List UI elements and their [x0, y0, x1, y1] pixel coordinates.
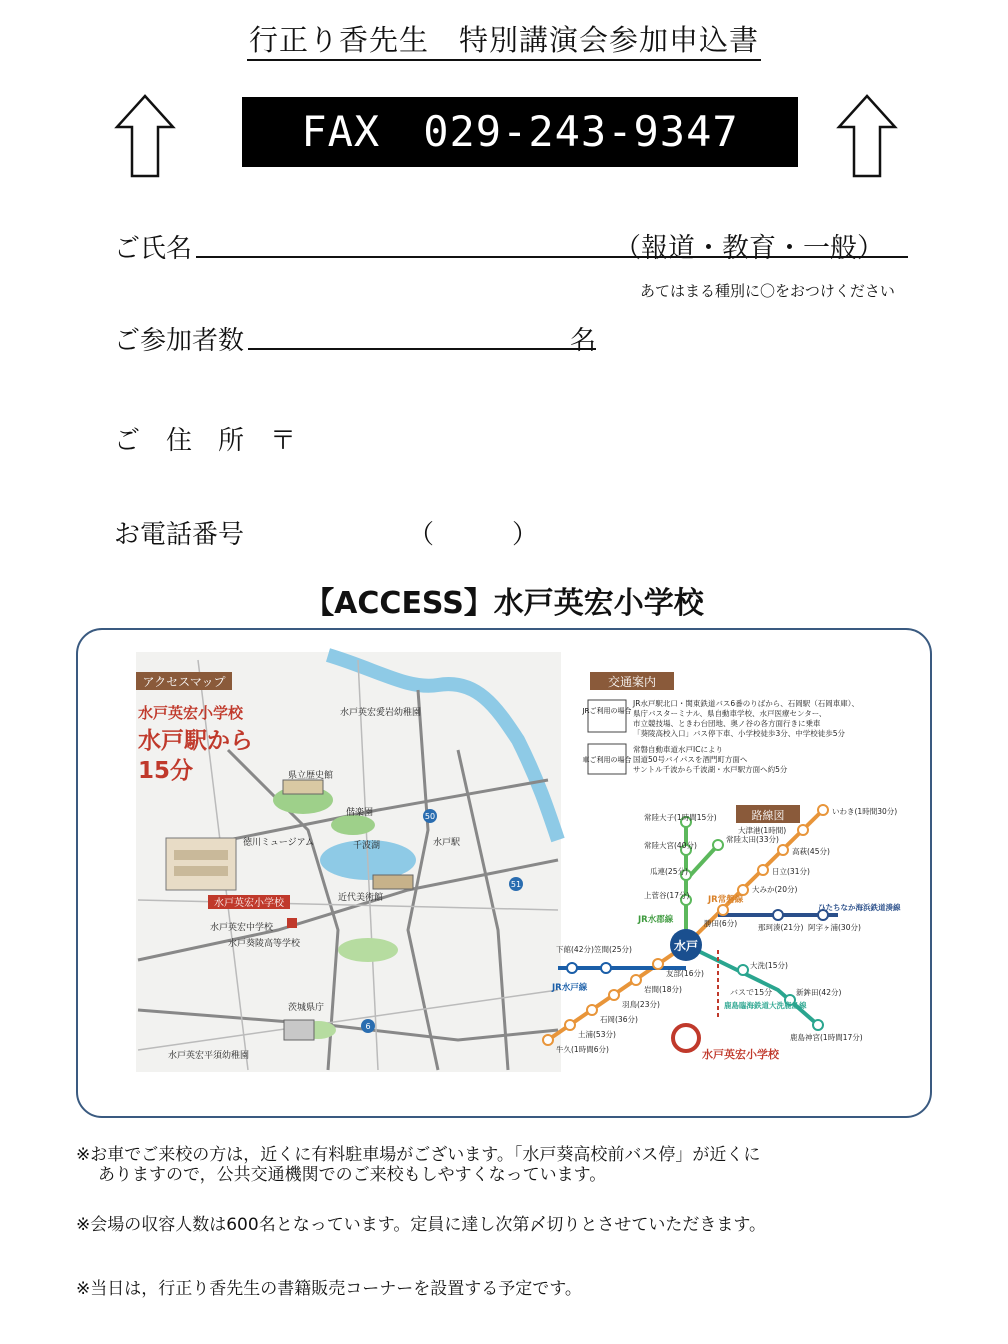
- category-options[interactable]: （報道・教育・一般）: [614, 233, 884, 264]
- station-label: 友部(16分): [666, 969, 704, 978]
- map-school-tag: 水戸英宏小学校: [214, 898, 284, 909]
- station-label: 新鉾田(42分): [796, 988, 842, 997]
- jr-text-line: 県庁バスターミナル、県自動車学校、水戸医療センター、: [633, 709, 827, 718]
- map-minutes: 15分: [138, 758, 194, 784]
- station-label: 那珂湊(21分): [758, 923, 804, 932]
- label-youchien: 水戸英宏愛岩幼稚園: [340, 708, 422, 718]
- label-kenritsu: 県立歴史館: [288, 771, 334, 781]
- label-kinkai: 近代美術館: [338, 893, 384, 903]
- phone-label: お電話番号: [114, 520, 245, 550]
- label-koukou: 水戸葵陵高等学校: [228, 939, 301, 949]
- mito-hub-label: 水戸: [673, 939, 699, 953]
- school-photo: [166, 838, 236, 890]
- station-label: 鹿島神宮(1時間17分): [790, 1033, 863, 1042]
- up-arrow-icon: [836, 93, 898, 179]
- up-arrow-icon: [114, 93, 176, 179]
- name-label: ご氏名: [114, 234, 193, 264]
- station-label: 上菅谷(17分): [644, 891, 690, 900]
- access-map: [76, 628, 932, 1118]
- station-label: 常陸太田(33分): [726, 835, 779, 844]
- map-illustration: [78, 630, 929, 1115]
- label-mito-station: 水戸駅: [433, 838, 461, 848]
- jr-text-line: JR水戸駅北口・関東鉄道バス6番のりばから、石岡駅（石岡車庫）、: [633, 699, 859, 708]
- note-parking: ※お車でご来校の方は，近くに有料駐車場がございます。「水戸葵高校前バス停」が近くに: [76, 1145, 761, 1165]
- note-books: ※当日は，行正り香先生の書籍販売コーナーを設置する予定です。: [76, 1279, 582, 1299]
- label-kairakuen: 偕楽園: [346, 808, 374, 818]
- line-name: ひたちなか海浜鉄道湊線: [818, 903, 901, 912]
- address-label: ご 住 所 〒: [114, 426, 297, 456]
- transport-title: 交通案内: [607, 675, 657, 689]
- line-name: JR常磐線: [708, 895, 744, 905]
- station-label: 常陸大子(1時間15分): [644, 813, 717, 822]
- line-name: JR水戸線: [552, 983, 588, 993]
- station-label: 高萩(45分): [792, 847, 830, 856]
- note-parking-cont: ありますので，公共交通機関でのご来校もしやすくなっています。: [98, 1165, 607, 1185]
- jr-text-line: 「葵陵高校入口」バス停下車、小学校徒歩3分、中学校徒歩5分: [633, 729, 846, 738]
- category-note: あてはまる種別に〇をおつけください: [640, 282, 895, 300]
- bus-label: バスで15分: [730, 988, 773, 997]
- label-kencho: 茨城県庁: [288, 1003, 325, 1013]
- fax-number: FAX 029-243-9347: [242, 97, 798, 167]
- participants-label: ご参加者数: [114, 326, 245, 356]
- station-label: 勝田(6分): [704, 919, 738, 928]
- label-youchien2: 水戸英宏平須幼稚園: [168, 1051, 250, 1061]
- station-label: 大みか(20分): [752, 885, 798, 894]
- label-museum: 徳川ミュージアム: [243, 838, 315, 848]
- access-heading: 【ACCESS】水戸英宏小学校: [304, 586, 704, 621]
- car-text-line: 常磐自動車道水戸ICにより: [633, 745, 723, 754]
- label-chugakko: 水戸英宏中学校: [210, 923, 274, 933]
- station-label: 瓜連(25分): [650, 867, 688, 876]
- address-field[interactable]: [330, 412, 930, 452]
- jr-label: JRご利用の場合: [582, 707, 632, 715]
- station-label: 下館(42分): [556, 945, 594, 954]
- station-label: 笠間(25分): [594, 945, 632, 954]
- station-label: 石岡(36分): [600, 1015, 638, 1024]
- map-from-station: 水戸駅から: [138, 728, 253, 754]
- station-label: 日立(31分): [772, 867, 810, 876]
- kashima-line: [686, 945, 818, 1025]
- school-target-icon: [673, 1025, 699, 1051]
- station-label: 土浦(53分): [578, 1030, 616, 1039]
- station-label: 羽鳥(23分): [622, 1000, 660, 1009]
- line-name: 鹿島臨海鉄道大洗鹿島線: [724, 1001, 807, 1010]
- jr-text-line: 市立競技場、ときわ台団地、奥ノ谷の各方面行きに乗車: [633, 719, 821, 728]
- line-name: JR水郡線: [638, 915, 674, 925]
- route-51-icon: 51: [510, 880, 522, 889]
- car-label: 車ご利用の場合: [582, 756, 632, 764]
- station-label: 牛久(1時間6分): [556, 1045, 609, 1054]
- school-marker-icon: [287, 918, 297, 928]
- label-senbako: 千波湖: [353, 841, 381, 851]
- route-6-icon: 6: [365, 1022, 371, 1031]
- station-label: 大洗(15分): [750, 961, 788, 970]
- page-title: 行正り香先生 特別講演会参加申込書: [0, 18, 1008, 59]
- participants-unit: 名: [570, 326, 597, 356]
- station-label: 常陸大宮(40分): [644, 841, 697, 850]
- station-label: 岩間(18分): [644, 985, 682, 994]
- school-marker-label: 水戸英宏小学校: [702, 1048, 779, 1061]
- station-label: いわき(1時間30分): [832, 807, 898, 816]
- note-capacity: ※会場の収容人数は600名となっています。定員に達し次第〆切りとさせていただきます。: [76, 1215, 766, 1235]
- phone-field[interactable]: （ ）: [408, 520, 539, 550]
- map-school-name: 水戸英宏小学校: [138, 704, 244, 722]
- route-map-title: 路線図: [751, 809, 785, 822]
- car-text-line: サントル千波から千波湖・水戸駅方面へ約5分: [633, 765, 788, 774]
- route-50-icon: 50: [424, 812, 436, 821]
- station-label: 大津港(1時間): [738, 826, 787, 835]
- car-text-line: 国道50号バイパスを酒門町方面へ: [633, 755, 748, 764]
- station-label: 阿字ヶ浦(30分): [808, 923, 861, 932]
- participants-field[interactable]: [248, 348, 596, 350]
- map-badge: アクセスマップ: [142, 675, 226, 689]
